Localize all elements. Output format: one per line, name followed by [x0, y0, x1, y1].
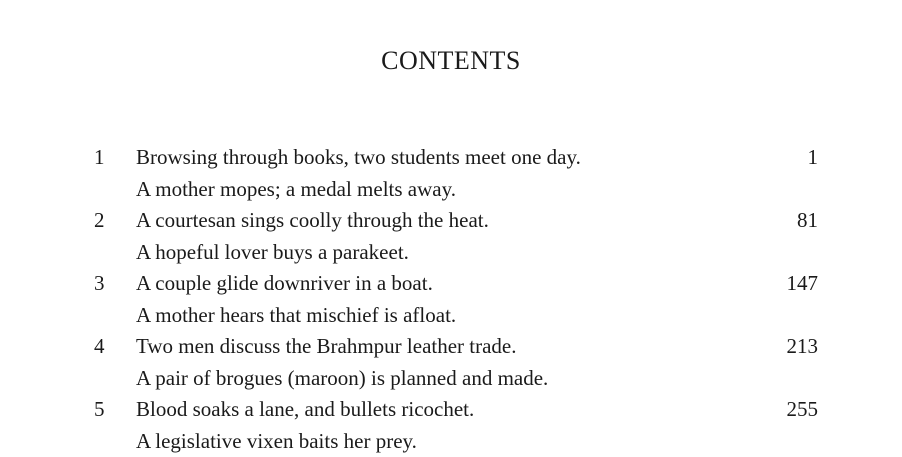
toc-line: [94, 394, 824, 426]
toc-line: [94, 237, 824, 269]
page-number: 213: [786, 334, 818, 358]
table-of-contents: [94, 142, 824, 457]
page-number: 1: [807, 145, 818, 169]
chapter-summary-line-1: Browsing through books, two students meet one day.: [136, 145, 581, 169]
toc-entry-3: [94, 268, 824, 331]
chapter-summary-line-2: A mother hears that mischief is afloat.: [136, 302, 457, 327]
page-number: 147: [786, 271, 818, 295]
chapter-number: 3: [94, 271, 105, 295]
chapter-summary-line-2: A mother mopes; a medal melts away.: [136, 176, 456, 201]
toc-entry-5: [94, 394, 824, 457]
toc-line: [94, 174, 824, 206]
chapter-summary-line-2: A legislative vixen baits her prey.: [136, 428, 417, 453]
toc-line: [94, 142, 824, 174]
page-number: 255: [786, 397, 818, 421]
page-title: CONTENTS: [381, 46, 521, 75]
chapter-summary-line-1: Blood soaks a lane, and bullets ricochet.: [136, 397, 475, 421]
chapter-summary-line-2: A hopeful lover buys a parakeet.: [136, 239, 409, 264]
toc-line: [94, 300, 824, 332]
chapter-summary-line-2: A pair of brogues (maroon) is planned and made.: [136, 365, 549, 390]
toc-line: [94, 426, 824, 457]
toc-entry-1: [94, 142, 824, 205]
chapter-summary-line-1: Two men discuss the Brahmpur leather trade.: [136, 334, 517, 358]
toc-line: [94, 331, 824, 363]
chapter-number: 5: [94, 397, 105, 421]
chapter-summary-line-1: A courtesan sings coolly through the heat.: [136, 208, 489, 232]
chapter-number: 4: [94, 334, 105, 358]
chapter-summary-line-1: A couple glide downriver in a boat.: [136, 271, 433, 295]
toc-line: [94, 268, 824, 300]
toc-entry-2: [94, 205, 824, 268]
toc-entry-4: [94, 331, 824, 394]
chapter-number: 1: [94, 145, 105, 169]
toc-line: [94, 205, 824, 237]
page-number: 81: [797, 208, 818, 232]
chapter-number: 2: [94, 208, 105, 232]
toc-line: [94, 363, 824, 395]
